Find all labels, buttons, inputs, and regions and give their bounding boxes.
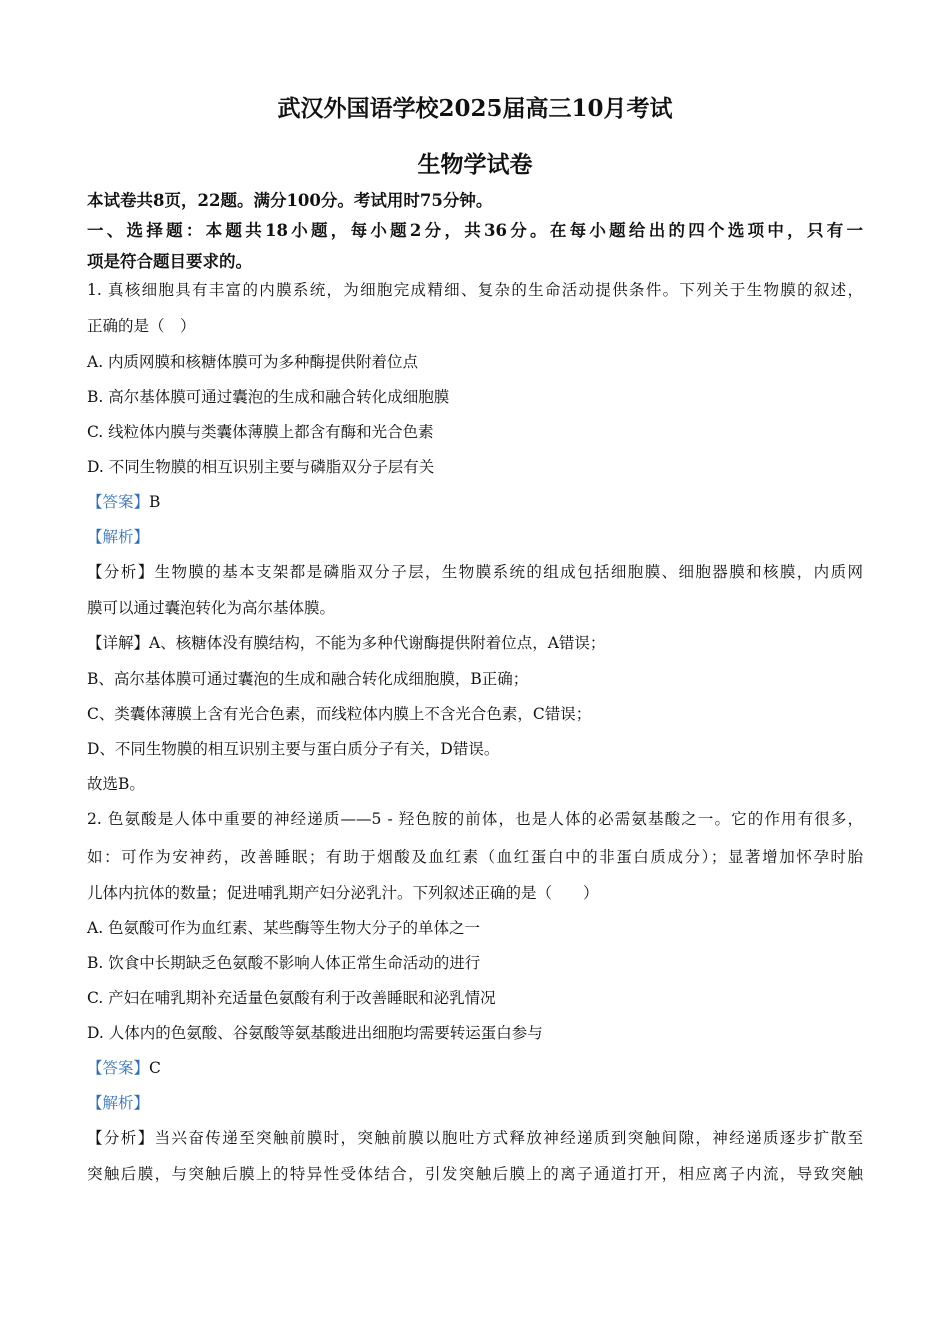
fenxi-text: 生物膜的基本支架都是磷脂双分子层，生物膜系统的组成包括细胞膜、细胞器膜和核膜，内质网 — [154, 563, 863, 581]
fenxi-text: 当兴奋传递至突触前膜时，突触前膜以胞吐方式释放神经递质到突触间隙，神经递质逐步扩散至 — [154, 1129, 863, 1147]
q2-stem-line3: 儿体内抗体的数量；促进哺乳期产妇分泌乳汁。下列叙述正确的是（ ） — [87, 884, 599, 902]
section-heading-line1: 一、选择题：本题共18小题，每小题2分，共36分。在每小题给出的四个选项中，只有一 — [87, 221, 863, 240]
q1-option-b: B. 高尔基体膜可通过囊泡的生成和融合转化成细胞膜 — [87, 388, 450, 406]
q2-stem-line2: 如：可作为安神药，改善睡眠；有助于烟酸及血红素（血红蛋白中的非蛋白质成分）；显著增加怀孕时胎 — [87, 848, 863, 866]
q2-option-b: B. 饮食中长期缺乏色氨酸不影响人体正常生命活动的进行 — [87, 954, 481, 972]
q1-analysis-tag: 【解析】 — [87, 528, 150, 546]
q1-option-c: C. 线粒体内膜与类囊体薄膜上都含有酶和光合色素 — [87, 423, 434, 441]
q1-stem-line2: 正确的是（ ） — [87, 317, 196, 335]
q1-answer — [87, 492, 160, 512]
q2-option-a: A. 色氨酸可作为血红素、某些酶等生物大分子的单体之一 — [87, 919, 481, 937]
xiangjie-tag: 【详解】 — [87, 634, 150, 652]
fenxi-tag: 【分析】 — [87, 563, 155, 581]
answer-tag: 【答案】 — [87, 1059, 150, 1077]
q1-option-a: A. 内质网膜和核糖体膜可为多种酶提供附着位点 — [87, 353, 419, 371]
fenxi-tag: 【分析】 — [87, 1129, 155, 1147]
exam-info: 本试卷共8页，22题。满分100分。考试用时75分钟。 — [87, 191, 493, 210]
q1-xiangjie-d: D、不同生物膜的相互识别主要与蛋白质分子有关，D错误。 — [87, 740, 500, 758]
section-heading-line2: 项是符合题目要求的。 — [87, 252, 252, 271]
q1-xiangjie-b: B、高尔基体膜可通过囊泡的生成和融合转化成细胞膜，B正确； — [87, 670, 529, 688]
answer-tag: 【答案】 — [87, 493, 150, 511]
answer-value: C — [149, 1059, 161, 1077]
q1-stem-line1: 1. 真核细胞具有丰富的内膜系统，为细胞完成精细、复杂的生命活动提供条件。下列关于生物膜的叙述， — [87, 281, 863, 299]
q1-fenxi-line2: 膜可以通过囊泡转化为高尔基体膜。 — [87, 599, 336, 617]
q2-fenxi-line2: 突触后膜，与突触后膜上的特异性受体结合，引发突触后膜上的离子通道打开，相应离子内流，导致突触 — [87, 1165, 863, 1183]
q1-xiangjie-line1 — [87, 633, 605, 653]
q2-option-d: D. 人体内的色氨酸、谷氨酸等氨基酸进出细胞均需要转运蛋白参与 — [87, 1024, 543, 1042]
q2-fenxi-line1 — [87, 1128, 863, 1148]
q1-fenxi-line1 — [87, 562, 863, 582]
xiangjie-text: A、核糖体没有膜结构，不能为多种代谢酶提供附着位点，A错误； — [149, 634, 606, 652]
q1-xiangjie-c: C、类囊体薄膜上含有光合色素，而线粒体内膜上不含光合色素，C错误； — [87, 705, 592, 723]
answer-value: B — [149, 493, 161, 511]
q2-stem-line1: 2. 色氨酸是人体中重要的神经递质——5 - 羟色胺的前体，也是人体的必需氨基酸之一。它的作用有很多， — [87, 810, 863, 828]
q1-option-d: D. 不同生物膜的相互识别主要与磷脂双分子层有关 — [87, 458, 435, 476]
q1-conclusion: 故选B。 — [87, 775, 145, 793]
q2-analysis-tag: 【解析】 — [87, 1094, 150, 1112]
page-subtitle: 生物学试卷 — [417, 151, 533, 178]
q2-answer — [87, 1058, 161, 1078]
page-title: 武汉外国语学校2025届高三10月考试 — [277, 95, 673, 122]
q2-option-c: C. 产妇在哺乳期补充适量色氨酸有利于改善睡眠和泌乳情况 — [87, 989, 496, 1007]
